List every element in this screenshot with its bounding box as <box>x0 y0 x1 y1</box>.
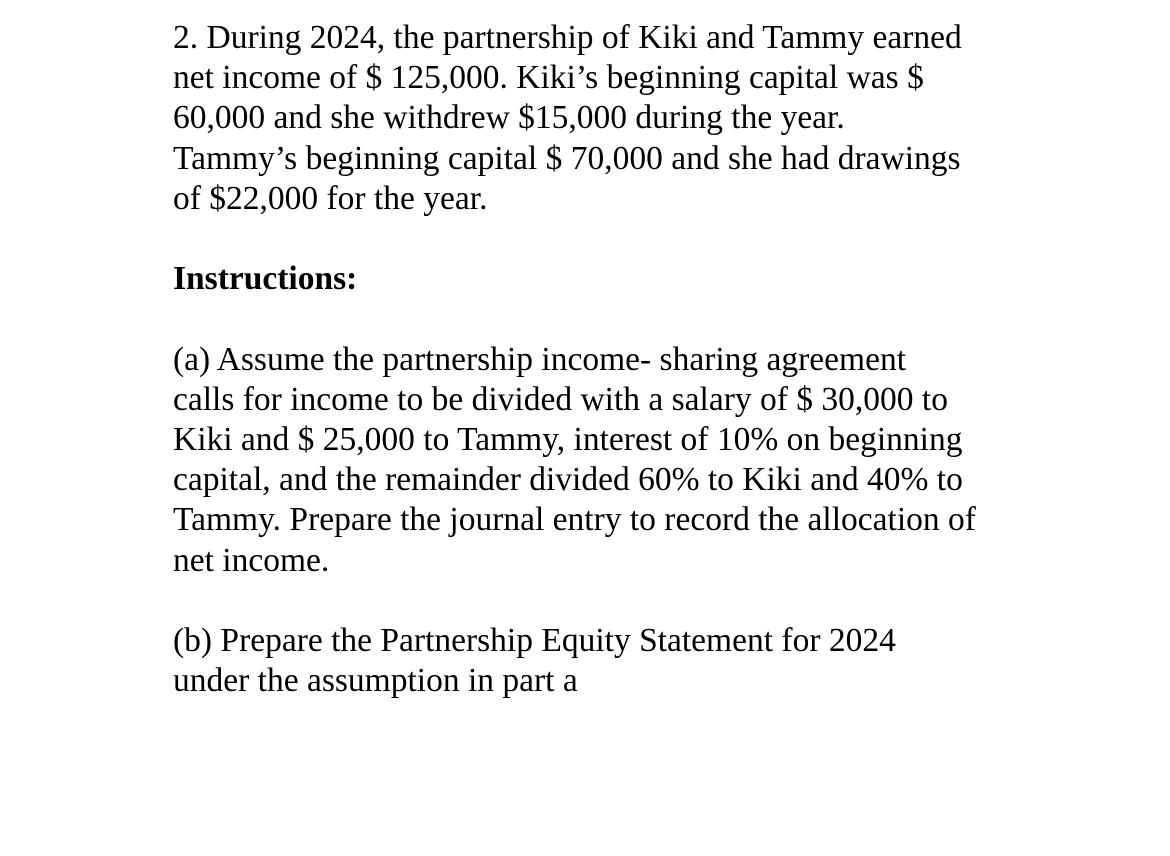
problem-statement <box>173 18 1073 219</box>
problem-line: 2. During 2024, the partnership of Kiki and Tammy earned <box>173 19 962 56</box>
document-page <box>173 18 1073 701</box>
part-a-line: (a) Assume the partnership income- sharing agreement <box>173 340 907 378</box>
part-b-line: under the assumption in part a <box>173 662 578 700</box>
part-a-line: Kiki and $ 25,000 to Tammy, interest of 10% on beginning <box>173 421 963 458</box>
problem-line: 60,000 and she withdrew $15,000 during the year. <box>173 99 845 137</box>
part-a-instruction <box>173 340 1073 581</box>
problem-line: Tammy’s beginning capital $ 70,000 and she had drawings <box>173 139 961 177</box>
spacer <box>173 299 1073 339</box>
spacer <box>173 581 1073 621</box>
part-a-line: calls for income to be divided with a salary of $ 30,000 to <box>173 380 948 418</box>
instructions-heading: Instructions: <box>173 260 358 298</box>
spacer <box>173 219 1073 259</box>
part-a-line: capital, and the remainder divided 60% to Kiki and 40% to <box>173 461 963 499</box>
part-a-line: net income. <box>173 541 330 579</box>
problem-line: of $22,000 for the year. <box>173 179 488 217</box>
problem-line: net income of $ 125,000. Kiki’s beginning capital was $ <box>173 59 924 97</box>
part-b-instruction <box>173 621 1073 701</box>
instructions-section <box>173 259 1073 299</box>
part-a-line: Tammy. Prepare the journal entry to record the allocation of <box>173 501 976 539</box>
part-b-line: (b) Prepare the Partnership Equity Statement for 2024 <box>173 622 896 659</box>
